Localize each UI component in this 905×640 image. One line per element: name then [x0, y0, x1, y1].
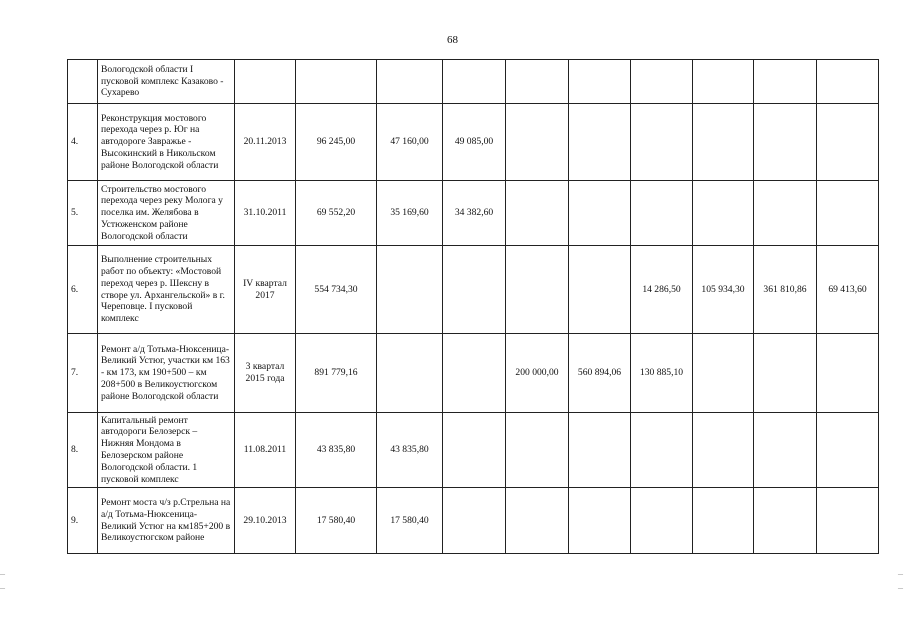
amount-cell	[377, 60, 443, 104]
table-row	[68, 104, 879, 181]
amount-cell	[693, 413, 754, 488]
completion-date: 20.11.2013	[235, 104, 296, 181]
row-number: 9.	[68, 488, 98, 554]
amount-cell: 17 580,40	[296, 488, 377, 554]
amount-cell	[631, 104, 693, 181]
page-number: 68	[447, 34, 458, 46]
amount-cell	[506, 488, 569, 554]
completion-date: 29.10.2013	[235, 488, 296, 554]
amount-cell	[817, 104, 879, 181]
amount-cell: 361 810,86	[754, 246, 817, 334]
amount-cell	[443, 246, 506, 334]
table-row	[68, 246, 879, 334]
amount-cell	[443, 488, 506, 554]
table-row	[68, 181, 879, 246]
amount-cell	[754, 60, 817, 104]
completion-date: 11.08.2011	[235, 413, 296, 488]
amount-cell: 43 835,80	[377, 413, 443, 488]
row-number	[68, 60, 98, 104]
amount-cell: 200 000,00	[506, 334, 569, 413]
amount-cell	[817, 413, 879, 488]
object-name: Вологодской области I пусковой комплекс Казаково - Сухарево	[98, 60, 235, 104]
amount-cell	[754, 104, 817, 181]
object-name: Выполнение строительных работ по объекту: «Мостовой переход через р. Шексну в створе ул. Архангельской» в г. Череповце. I пусковой комплекс	[98, 246, 235, 334]
table-row	[68, 334, 879, 413]
table-row	[68, 413, 879, 488]
amount-cell	[817, 488, 879, 554]
amount-cell	[754, 413, 817, 488]
data-table	[67, 59, 879, 554]
amount-cell	[693, 488, 754, 554]
amount-cell	[754, 181, 817, 246]
amount-cell: 105 934,30	[693, 246, 754, 334]
amount-cell	[631, 413, 693, 488]
amount-cell: 69 413,60	[817, 246, 879, 334]
amount-cell	[693, 181, 754, 246]
amount-cell	[693, 334, 754, 413]
amount-cell: 35 169,60	[377, 181, 443, 246]
amount-cell	[377, 246, 443, 334]
amount-cell	[377, 334, 443, 413]
amount-cell	[569, 413, 631, 488]
object-name: Ремонт а/д Тотьма-Нюксеница-Великий Устюг, участки км 163 - км 173, км 190+500 – км 208+500 в Великоустюгском районе Вологодской области	[98, 334, 235, 413]
amount-cell	[631, 60, 693, 104]
right-margin-marks: – –	[898, 569, 903, 594]
completion-date: 3 квартал 2015 года	[235, 334, 296, 413]
completion-date: 31.10.2011	[235, 181, 296, 246]
amount-cell	[443, 60, 506, 104]
amount-cell: 560 894,06	[569, 334, 631, 413]
amount-cell: 554 734,30	[296, 246, 377, 334]
row-number: 8.	[68, 413, 98, 488]
amount-cell: 49 085,00	[443, 104, 506, 181]
amount-cell	[817, 181, 879, 246]
amount-cell	[693, 104, 754, 181]
amount-cell	[506, 104, 569, 181]
amount-cell	[506, 246, 569, 334]
object-name: Капитальный ремонт автодороги Белозерск – Нижняя Мондома в Белозерском районе Вологодской области. 1 пусковой комплекс	[98, 413, 235, 488]
amount-cell: 47 160,00	[377, 104, 443, 181]
amount-cell	[569, 181, 631, 246]
amount-cell	[631, 488, 693, 554]
amount-cell	[754, 488, 817, 554]
object-name: Ремонт моста ч/з р.Стрельна на а/д Тотьма-Нюксеница-Великий Устюг на км185+200 в Великоустюгском районе	[98, 488, 235, 554]
amount-cell	[506, 181, 569, 246]
amount-cell: 130 885,10	[631, 334, 693, 413]
amount-cell: 14 286,50	[631, 246, 693, 334]
amount-cell	[693, 60, 754, 104]
table-row	[68, 60, 879, 104]
amount-cell: 34 382,60	[443, 181, 506, 246]
object-name: Реконструкция мостового перехода через р. Юг на автодороге Завражье - Высокинский в Никольском районе Вологодской области	[98, 104, 235, 181]
amount-cell: 96 245,00	[296, 104, 377, 181]
amount-cell: 69 552,20	[296, 181, 377, 246]
amount-cell	[443, 334, 506, 413]
amount-cell	[443, 413, 506, 488]
amount-cell	[296, 60, 377, 104]
amount-cell: 43 835,80	[296, 413, 377, 488]
row-number: 4.	[68, 104, 98, 181]
amount-cell	[817, 334, 879, 413]
row-number: 7.	[68, 334, 98, 413]
amount-cell	[754, 334, 817, 413]
completion-date: IV квартал 2017	[235, 246, 296, 334]
amount-cell	[631, 181, 693, 246]
table-row	[68, 488, 879, 554]
amount-cell: 17 580,40	[377, 488, 443, 554]
amount-cell	[817, 60, 879, 104]
amount-cell	[506, 413, 569, 488]
object-name: Строительство мостового перехода через реку Молога у поселка им. Желябова в Устюженском районе Вологодской области	[98, 181, 235, 246]
row-number: 6.	[68, 246, 98, 334]
amount-cell	[569, 488, 631, 554]
amount-cell	[506, 60, 569, 104]
amount-cell	[569, 60, 631, 104]
completion-date	[235, 60, 296, 104]
row-number: 5.	[68, 181, 98, 246]
amount-cell	[569, 104, 631, 181]
amount-cell	[569, 246, 631, 334]
amount-cell: 891 779,16	[296, 334, 377, 413]
left-margin-marks: – –	[0, 569, 5, 594]
